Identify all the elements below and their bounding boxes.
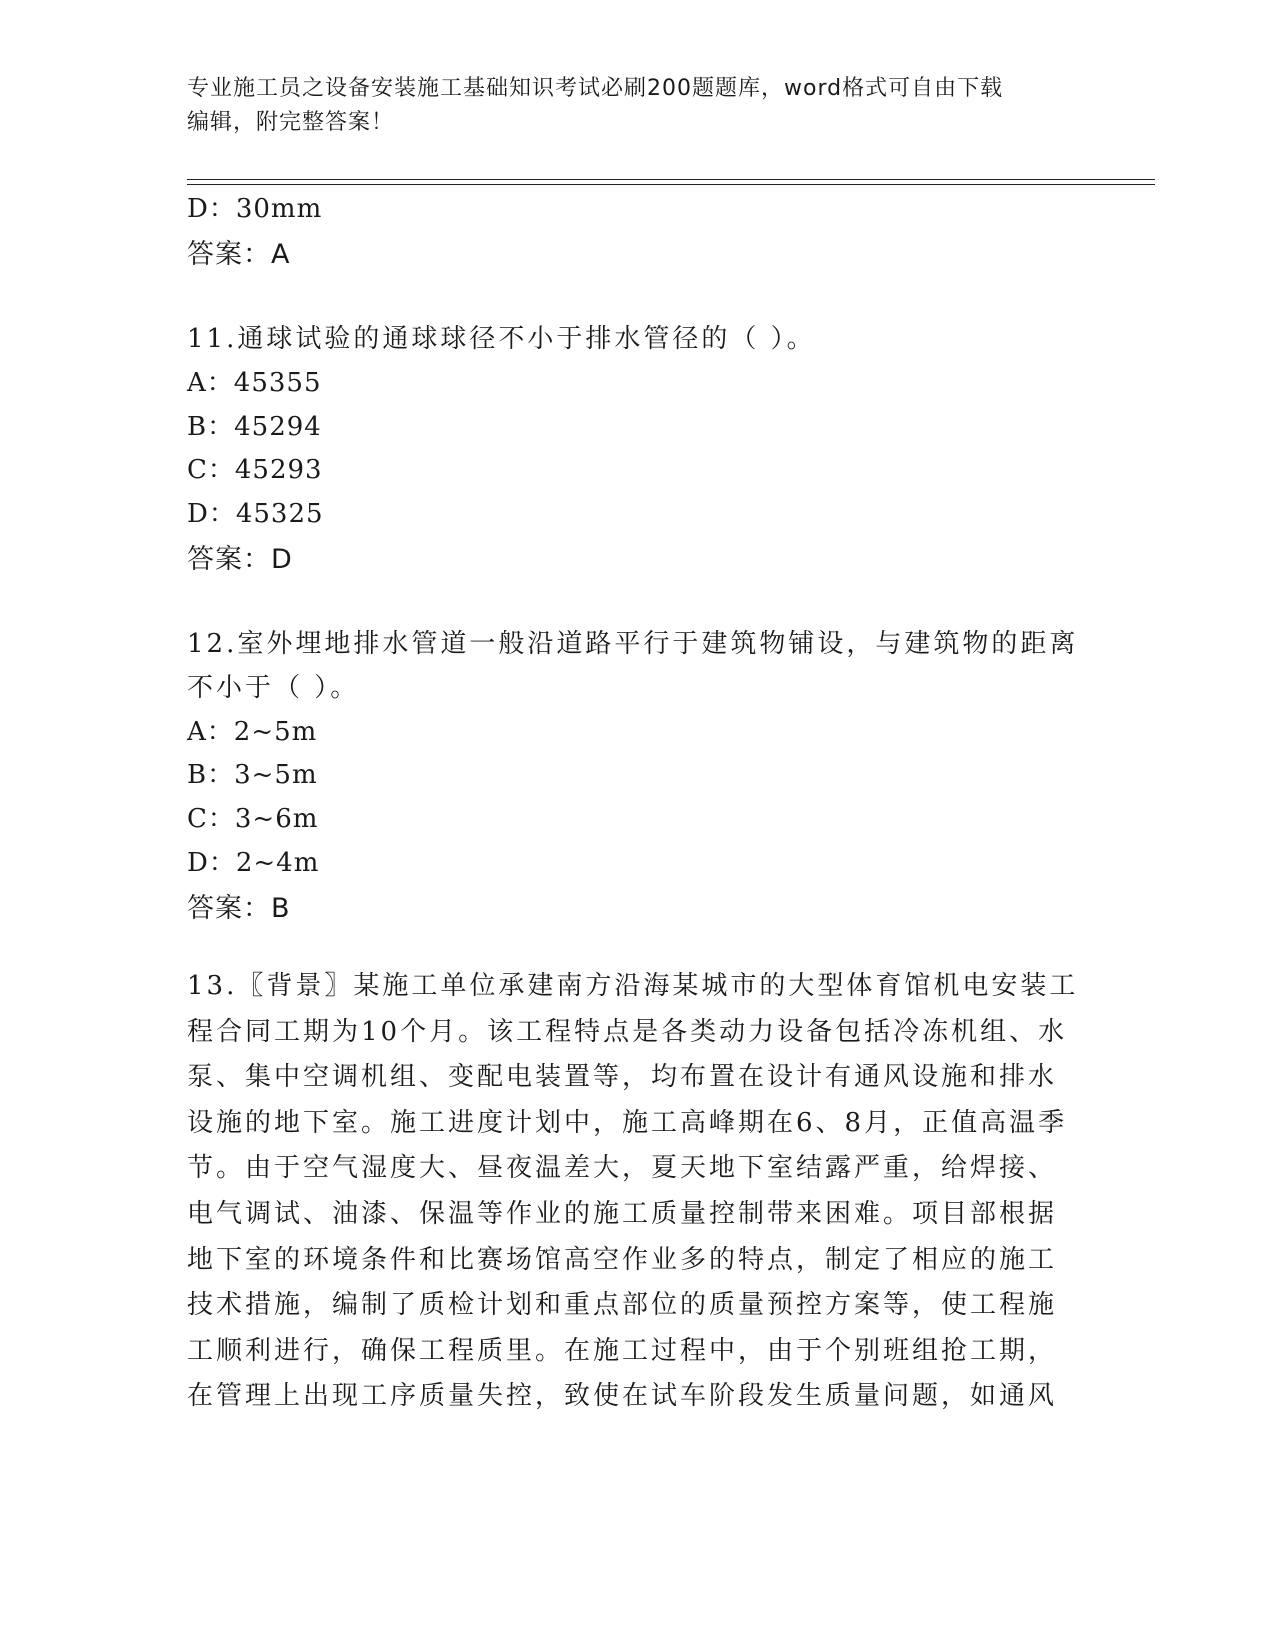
q12-option-a: A：2~5m xyxy=(187,717,318,747)
q13-paragraph xyxy=(187,964,1077,1420)
q12-option-b: B：3~5m xyxy=(187,760,318,790)
q13-line: 节。由于空气湿度大、昼夜温差大，夏天地下室结露严重，给焊接、 xyxy=(187,1153,1058,1184)
q11-option-c: C：45293 xyxy=(187,455,323,485)
q13-line: 工顺利进行，确保工程质里。在施工过程中，由于个别班组抢工期， xyxy=(187,1335,1058,1366)
q11-answer: 答案：D xyxy=(187,544,293,575)
q12-question-line-2: 不小于（ ）。 xyxy=(187,673,360,703)
prev-answer: 答案：A xyxy=(187,239,291,270)
header-divider-bottom xyxy=(187,184,1155,185)
q11-option-a: A：45355 xyxy=(187,368,322,398)
q13-line: 电气调试、油漆、保温等作业的施工质量控制带来困难。项目部根据 xyxy=(187,1198,1058,1229)
q13-line: 13.〖背景〗某施工单位承建南方沿海某城市的大型体育馆机电安装工 xyxy=(187,971,1079,1001)
q12-option-d: D：2~4m xyxy=(187,848,320,878)
q12-option-c: C：3~6m xyxy=(187,804,319,834)
q11-option-b: B：45294 xyxy=(187,412,322,442)
q13-line: 在管理上出现工序质量失控，致使在试车阶段发生质量问题，如通风 xyxy=(187,1381,1058,1412)
q11-option-d: D：45325 xyxy=(187,499,324,529)
q13-line: 技术措施，编制了质检计划和重点部位的质量预控方案等，使工程施 xyxy=(187,1290,1058,1321)
header-divider-top xyxy=(187,179,1155,180)
prev-option-d: D：30mm xyxy=(187,194,323,224)
document-header xyxy=(187,72,1067,140)
q13-line: 程合同工期为10个月。该工程特点是各类动力设备包括冷冻机组、水 xyxy=(187,1016,1068,1047)
header-title-line-1: 专业施工员之设备安装施工基础知识考试必刷200题题库，word格式可自由下载 xyxy=(187,76,1004,101)
q13-line: 地下室的环境条件和比赛场馆高空作业多的特点，制定了相应的施工 xyxy=(187,1244,1058,1275)
q12-answer: 答案：B xyxy=(187,893,291,924)
q13-line: 泵、集中空调机组、变配电装置等，均布置在设计有通风设施和排水 xyxy=(187,1062,1058,1093)
q13-line: 设施的地下室。施工进度计划中，施工高峰期在6、8月，正值高温季 xyxy=(187,1107,1068,1138)
header-title-line-2: 编辑，附完整答案！ xyxy=(187,110,395,135)
q12-question-line-1: 12.室外埋地排水管道一般沿道路平行于建筑物铺设，与建筑物的距离 xyxy=(187,629,1079,659)
q11-question: 11.通球试验的通球球径不小于排水管径的（ ）。 xyxy=(187,324,816,354)
